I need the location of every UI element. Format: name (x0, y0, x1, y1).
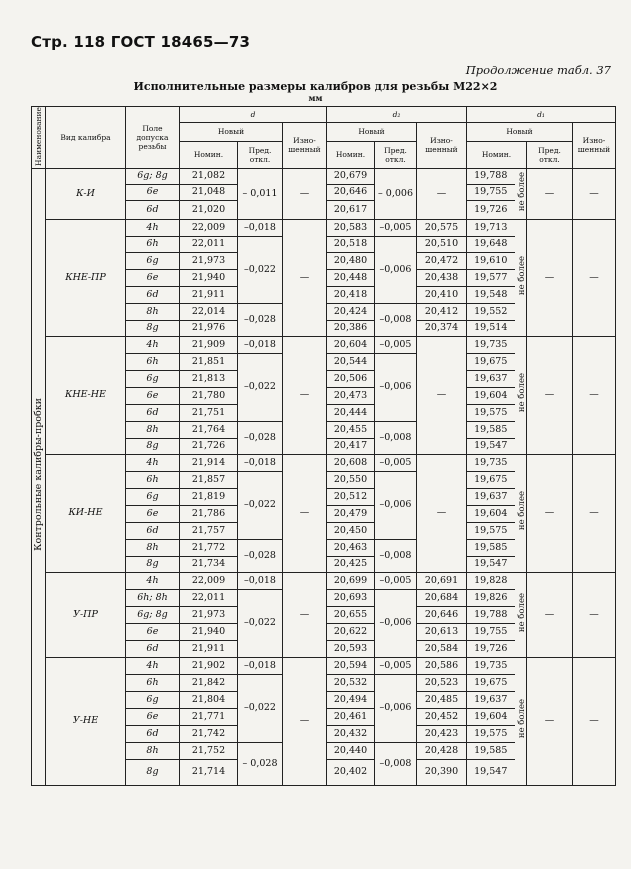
d-nominal: 21,786 (180, 505, 238, 522)
d1-deviation: — (527, 336, 573, 454)
d1-worn: — (573, 572, 616, 657)
d-deviation: –0,028 (238, 539, 283, 572)
d2-worn: 20,452 (417, 708, 467, 725)
col-d1-iznosh: Изно-шенный (573, 123, 616, 169)
table-continuation: Продолжение табл. 37 (465, 63, 611, 77)
d-nominal: 21,048 (180, 184, 238, 200)
d2-worn: 20,684 (417, 589, 467, 606)
d-worn: — (283, 336, 327, 454)
tolerance-field: 6d (126, 286, 180, 303)
tolerance-field: 8h (126, 539, 180, 556)
d2-worn: 20,428 (417, 742, 467, 759)
col-d1-nomin: Номин. (467, 141, 527, 168)
d2-deviation: – 0,006 (375, 168, 417, 219)
d1-nominal: 19,735 (467, 657, 515, 674)
tolerance-field: 4h (126, 572, 180, 589)
d-nominal: 21,911 (180, 640, 238, 657)
col-vid: Вид калибра (46, 107, 126, 169)
table-row (32, 454, 616, 471)
d2-nominal: 20,693 (327, 589, 375, 606)
d1-worn: — (573, 336, 616, 454)
d2-nominal: 20,424 (327, 303, 375, 320)
gauge-type: КНЕ-НЕ (46, 336, 126, 454)
d1-nominal: 19,726 (467, 640, 515, 657)
d-nominal: 21,757 (180, 522, 238, 539)
d2-worn: — (417, 336, 467, 454)
col-d-pred: Пред. откл. (238, 141, 283, 168)
tolerance-field: 6e (126, 387, 180, 404)
d2-nominal: 20,463 (327, 539, 375, 556)
d2-worn: 20,575 (417, 219, 467, 236)
d-nominal: 21,726 (180, 438, 238, 454)
d2-worn: 20,485 (417, 691, 467, 708)
d2-nominal: 20,532 (327, 674, 375, 691)
d-nominal: 21,940 (180, 623, 238, 640)
d2-nominal: 20,544 (327, 353, 375, 370)
group-name-cell: Контрольные калибры-пробки (32, 168, 46, 785)
d-nominal: 22,009 (180, 572, 238, 589)
d2-nominal: 20,386 (327, 320, 375, 336)
d1-deviation: — (527, 219, 573, 336)
tolerance-field: 8g (126, 759, 180, 785)
d2-nominal: 20,455 (327, 421, 375, 438)
col-d: d (180, 107, 327, 123)
d-nominal: 21,771 (180, 708, 238, 725)
d2-worn: — (417, 454, 467, 572)
d2-nominal: 20,583 (327, 219, 375, 236)
d2-worn: 20,584 (417, 640, 467, 657)
d2-nominal: 20,506 (327, 370, 375, 387)
d-nominal: 21,911 (180, 286, 238, 303)
d2-nominal: 20,450 (327, 522, 375, 539)
tolerance-field: 6g; 8g (126, 168, 180, 184)
d2-nominal: 20,593 (327, 640, 375, 657)
tolerance-field: 8h (126, 742, 180, 759)
table-row (32, 657, 616, 674)
d2-nominal: 20,480 (327, 252, 375, 269)
d1-nominal: 19,575 (467, 522, 515, 539)
d1-nominal: 19,585 (467, 539, 515, 556)
d1-nominal: 19,585 (467, 421, 515, 438)
d-worn: — (283, 657, 327, 785)
d-nominal: 21,780 (180, 387, 238, 404)
d1-nominal: 19,547 (467, 556, 515, 572)
col-d1-pred: Пред. откл. (527, 141, 573, 168)
d1-nominal: 19,675 (467, 353, 515, 370)
d-nominal: 21,752 (180, 742, 238, 759)
d2-nominal: 20,594 (327, 657, 375, 674)
d-deviation: –0,018 (238, 657, 283, 674)
d1-nominal: 19,648 (467, 236, 515, 252)
d1-nominal: 19,755 (467, 184, 515, 200)
d2-nominal: 20,512 (327, 488, 375, 505)
d1-nominal: 19,637 (467, 370, 515, 387)
d-nominal: 21,973 (180, 606, 238, 623)
d1-nominal: 19,547 (467, 438, 515, 454)
d1-nominal: 19,577 (467, 269, 515, 286)
d-nominal: 21,742 (180, 725, 238, 742)
d2-worn: 20,472 (417, 252, 467, 269)
tolerance-field: 6g (126, 488, 180, 505)
d2-deviation: –0,008 (375, 303, 417, 336)
d-deviation: –0,022 (238, 589, 283, 657)
d1-ne-bolee: не более (515, 657, 527, 785)
d-nominal: 21,976 (180, 320, 238, 336)
d1-nominal: 19,828 (467, 572, 515, 589)
d-nominal: 21,940 (180, 269, 238, 286)
d2-nominal: 20,655 (327, 606, 375, 623)
tolerance-field: 8g (126, 438, 180, 454)
d1-nominal: 19,575 (467, 725, 515, 742)
d1-nominal: 19,755 (467, 623, 515, 640)
d1-nominal: 19,826 (467, 589, 515, 606)
d1-nominal: 19,735 (467, 336, 515, 353)
d2-worn: 20,691 (417, 572, 467, 589)
d-worn: — (283, 219, 327, 336)
d1-nominal: 19,735 (467, 454, 515, 471)
d2-nominal: 20,699 (327, 572, 375, 589)
d-nominal: 21,804 (180, 691, 238, 708)
tolerance-field: 8h (126, 303, 180, 320)
table-row (32, 572, 616, 589)
d2-nominal: 20,518 (327, 236, 375, 252)
d-nominal: 22,014 (180, 303, 238, 320)
col-naimenovanie: Наименование (32, 107, 46, 169)
d-worn: — (283, 454, 327, 572)
gauge-type: У-НЕ (46, 657, 126, 785)
tolerance-field: 6g (126, 370, 180, 387)
d1-nominal: 19,637 (467, 488, 515, 505)
d2-nominal: 20,679 (327, 168, 375, 184)
d2-worn: 20,438 (417, 269, 467, 286)
tolerance-field: 8h (126, 421, 180, 438)
col-d2-pred: Пред. откл. (375, 141, 417, 168)
tolerance-field: 4h (126, 336, 180, 353)
d2-worn: 20,423 (417, 725, 467, 742)
tolerance-field: 6e (126, 505, 180, 522)
d-nominal: 21,909 (180, 336, 238, 353)
d2-nominal: 20,417 (327, 438, 375, 454)
d2-worn: 20,412 (417, 303, 467, 320)
d1-ne-bolee: не более (515, 572, 527, 657)
tolerance-field: 6e (126, 184, 180, 200)
d1-nominal: 19,575 (467, 404, 515, 421)
gauge-dimensions-table (31, 106, 616, 786)
d2-nominal: 20,461 (327, 708, 375, 725)
d2-deviation: –0,008 (375, 742, 417, 785)
d2-nominal: 20,646 (327, 184, 375, 200)
tolerance-field: 6h (126, 236, 180, 252)
d-nominal: 21,751 (180, 404, 238, 421)
d-deviation: –0,022 (238, 471, 283, 539)
d1-worn: — (573, 454, 616, 572)
d1-ne-bolee: не более (515, 454, 527, 572)
d2-nominal: 20,473 (327, 387, 375, 404)
d2-nominal: 20,418 (327, 286, 375, 303)
d2-deviation: –0,006 (375, 674, 417, 742)
d1-deviation: — (527, 454, 573, 572)
d-nominal: 21,734 (180, 556, 238, 572)
d2-worn: 20,586 (417, 657, 467, 674)
d-deviation: –0,022 (238, 674, 283, 742)
d1-nominal: 19,604 (467, 708, 515, 725)
d2-deviation: –0,005 (375, 572, 417, 589)
d2-deviation: –0,006 (375, 236, 417, 303)
d-deviation: – 0,028 (238, 742, 283, 785)
d1-nominal: 19,675 (467, 674, 515, 691)
d1-nominal: 19,604 (467, 505, 515, 522)
d2-worn: 20,523 (417, 674, 467, 691)
d1-nominal: 19,552 (467, 303, 515, 320)
gauge-type: КНЕ-ПР (46, 219, 126, 336)
d1-nominal: 19,637 (467, 691, 515, 708)
table-unit: мм (308, 93, 323, 103)
d1-nominal: 19,604 (467, 387, 515, 404)
d2-deviation: –0,006 (375, 589, 417, 657)
d1-worn: — (573, 657, 616, 785)
d1-nominal: 19,547 (467, 759, 515, 785)
d1-ne-bolee: не более (515, 168, 527, 219)
d-nominal: 21,714 (180, 759, 238, 785)
d1-nominal: 19,514 (467, 320, 515, 336)
table-row (32, 168, 616, 184)
d2-nominal: 20,425 (327, 556, 375, 572)
tolerance-field: 6g (126, 252, 180, 269)
d2-worn: 20,646 (417, 606, 467, 623)
d2-deviation: –0,005 (375, 219, 417, 236)
d-nominal: 21,842 (180, 674, 238, 691)
d1-deviation: — (527, 657, 573, 785)
d1-ne-bolee: не более (515, 219, 527, 336)
d2-deviation: –0,005 (375, 336, 417, 353)
d-deviation: –0,028 (238, 421, 283, 454)
d-deviation: –0,028 (238, 303, 283, 336)
col-d2-iznosh: Изно-шенный (417, 123, 467, 169)
tolerance-field: 6d (126, 725, 180, 742)
table-title: Исполнительные размеры калибров для резьбы M22×2 (133, 80, 498, 93)
col-d-iznosh: Изно-шенный (283, 123, 327, 169)
d1-nominal: 19,548 (467, 286, 515, 303)
tolerance-field: 6d (126, 404, 180, 421)
d-nominal: 21,851 (180, 353, 238, 370)
d-worn: — (283, 572, 327, 657)
d1-ne-bolee: не более (515, 336, 527, 454)
col-d2-novyi: Новый (327, 123, 417, 142)
tolerance-field: 8g (126, 320, 180, 336)
tolerance-field: 6e (126, 708, 180, 725)
gauge-type: КИ-НЕ (46, 454, 126, 572)
d2-nominal: 20,622 (327, 623, 375, 640)
d-deviation: –0,018 (238, 219, 283, 236)
d2-deviation: –0,006 (375, 353, 417, 421)
d1-nominal: 19,788 (467, 606, 515, 623)
tolerance-field: 6g (126, 691, 180, 708)
d2-worn: 20,374 (417, 320, 467, 336)
d2-worn: 20,510 (417, 236, 467, 252)
d1-worn: — (573, 219, 616, 336)
d2-nominal: 20,444 (327, 404, 375, 421)
d2-nominal: 20,440 (327, 742, 375, 759)
tolerance-field: 4h (126, 454, 180, 471)
d1-worn: — (573, 168, 616, 219)
d-nominal: 22,009 (180, 219, 238, 236)
d2-nominal: 20,479 (327, 505, 375, 522)
d2-deviation: –0,008 (375, 421, 417, 454)
d-deviation: –0,022 (238, 236, 283, 303)
d2-nominal: 20,608 (327, 454, 375, 471)
tolerance-field: 6e (126, 623, 180, 640)
d2-worn: 20,390 (417, 759, 467, 785)
d-deviation: –0,018 (238, 572, 283, 589)
d2-deviation: –0,005 (375, 657, 417, 674)
tolerance-field: 6d (126, 200, 180, 219)
gauge-type: У-ПР (46, 572, 126, 657)
tolerance-field: 6h (126, 471, 180, 488)
d-nominal: 21,772 (180, 539, 238, 556)
d2-nominal: 20,402 (327, 759, 375, 785)
d1-nominal: 19,726 (467, 200, 515, 219)
tolerance-field: 6d (126, 640, 180, 657)
d2-deviation: –0,006 (375, 471, 417, 539)
d-deviation: –0,022 (238, 353, 283, 421)
d-nominal: 21,857 (180, 471, 238, 488)
d-worn: — (283, 168, 327, 219)
col-d-novyi: Новый (180, 123, 283, 142)
d-deviation: –0,018 (238, 454, 283, 471)
tolerance-field: 4h (126, 219, 180, 236)
d1-deviation: — (527, 572, 573, 657)
d-nominal: 21,813 (180, 370, 238, 387)
d2-nominal: 20,432 (327, 725, 375, 742)
d-nominal: 21,764 (180, 421, 238, 438)
d2-nominal: 20,494 (327, 691, 375, 708)
d-deviation: –0,018 (238, 336, 283, 353)
tolerance-field: 6d (126, 522, 180, 539)
d-nominal: 21,902 (180, 657, 238, 674)
tolerance-field: 4h (126, 657, 180, 674)
d2-nominal: 20,448 (327, 269, 375, 286)
d2-worn: 20,410 (417, 286, 467, 303)
d1-nominal: 19,585 (467, 742, 515, 759)
d1-deviation: — (527, 168, 573, 219)
table-row (32, 336, 616, 353)
d2-nominal: 20,550 (327, 471, 375, 488)
d2-worn: — (417, 168, 467, 219)
d1-nominal: 19,788 (467, 168, 515, 184)
d2-deviation: –0,005 (375, 454, 417, 471)
page-header: Стр. 118 ГОСТ 18465—73 (31, 33, 251, 51)
d-nominal: 22,011 (180, 589, 238, 606)
col-d-nomin: Номин. (180, 141, 238, 168)
d2-nominal: 20,617 (327, 200, 375, 219)
table-body (32, 168, 616, 785)
d1-nominal: 19,675 (467, 471, 515, 488)
tolerance-field: 6g; 8g (126, 606, 180, 623)
d-nominal: 21,973 (180, 252, 238, 269)
d2-nominal: 20,604 (327, 336, 375, 353)
col-d2: d₂ (327, 107, 467, 123)
tolerance-field: 6e (126, 269, 180, 286)
col-d1: d₁ (467, 107, 616, 123)
col-d2-nomin: Номин. (327, 141, 375, 168)
tolerance-field: 8g (126, 556, 180, 572)
d1-nominal: 19,610 (467, 252, 515, 269)
gauge-type: К-И (46, 168, 126, 219)
tolerance-field: 6h; 8h (126, 589, 180, 606)
tolerance-field: 6h (126, 674, 180, 691)
col-pole: Поле допуска резьбы (126, 107, 180, 169)
d2-worn: 20,613 (417, 623, 467, 640)
tolerance-field: 6h (126, 353, 180, 370)
d-deviation: – 0,011 (238, 168, 283, 219)
d-nominal: 21,819 (180, 488, 238, 505)
col-d1-novyi: Новый (467, 123, 573, 142)
table-row (32, 219, 616, 236)
d-nominal: 21,020 (180, 200, 238, 219)
d-nominal: 21,914 (180, 454, 238, 471)
d-nominal: 22,011 (180, 236, 238, 252)
d1-nominal: 19,713 (467, 219, 515, 236)
d2-deviation: –0,008 (375, 539, 417, 572)
d-nominal: 21,082 (180, 168, 238, 184)
